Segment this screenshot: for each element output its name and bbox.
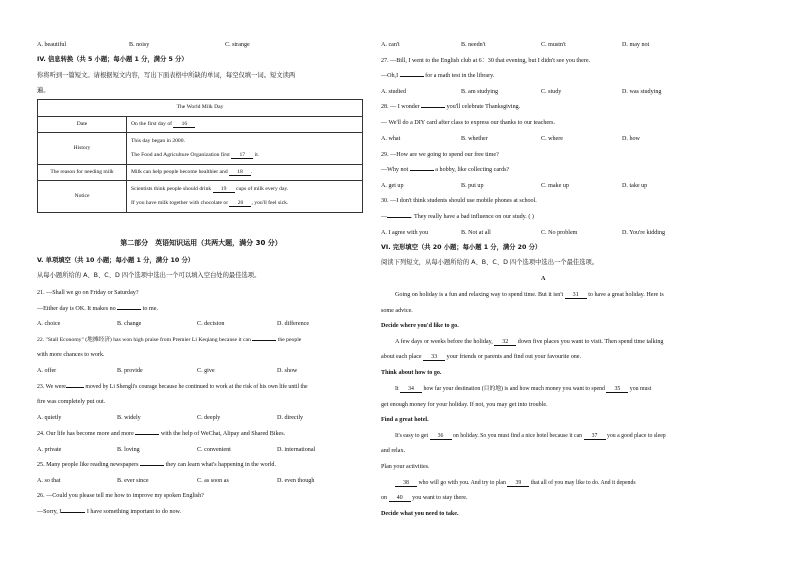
answer-blank[interactable]: 18	[229, 169, 251, 176]
passage-subheading: Find a great hotel.	[381, 417, 429, 423]
option[interactable]: C. No problem	[541, 230, 578, 236]
answer-blank[interactable]	[66, 387, 84, 388]
answer-blank[interactable]: 36	[430, 433, 452, 440]
table-title: The World Milk Day	[38, 100, 363, 117]
instruction: 阅读下列短文，从每小题所给的 A、B、C、D 四个选项中选出一个最佳选项。	[381, 259, 599, 266]
option[interactable]: C. as soon as	[197, 478, 229, 484]
question-text: —Oh,I for a math test in the library.	[381, 73, 495, 79]
option[interactable]: A. can't	[381, 42, 400, 48]
question-text: 29. —How are we going to spend our free time?	[381, 152, 499, 158]
table-row-label: Notice	[38, 181, 127, 213]
passage-text: 38 who will go with you. And try to plan 39 that all of you may like to do. And it depends	[395, 479, 636, 487]
passage-text: get enough money for your holiday. If not, you may get into trouble.	[381, 402, 548, 408]
question-text: with more chances to work.	[37, 352, 105, 358]
table-cell: Milk can help people become healthier and 18 .	[127, 165, 363, 181]
answer-blank[interactable]: 34	[400, 386, 422, 393]
option[interactable]: B. provide	[117, 368, 143, 374]
option[interactable]: C. strange	[225, 42, 250, 48]
option[interactable]: D. You're kidding	[622, 230, 666, 236]
option[interactable]: D. international	[277, 447, 316, 453]
answer-blank[interactable]: 33	[423, 354, 445, 361]
passage-text: some advice.	[381, 308, 413, 314]
option[interactable]: B. whether	[461, 136, 488, 142]
answer-blank[interactable]	[410, 170, 434, 171]
answer-blank[interactable]: 37	[584, 433, 606, 440]
option[interactable]: C. mustn't	[541, 42, 566, 48]
passage-text: Going on holiday is a fun and relaxing way to spend time. But it isn't 31 to have a great holiday. Here is	[395, 292, 664, 298]
answer-blank[interactable]	[117, 309, 141, 310]
answer-blank[interactable]: 16	[173, 121, 195, 128]
question-text: 24. Our life has become more and more with the help of WeChat, Alipay and Shared Bikes.	[37, 431, 286, 437]
question-text: 25. Many people like reading newspapers they can learn what's happening in the world.	[37, 462, 276, 468]
option[interactable]: A. choice	[37, 321, 61, 327]
question-text: —Sorry, I I have something important to do now.	[37, 509, 182, 515]
table-cell: On the first day of 16	[127, 117, 363, 133]
option[interactable]: B. Not at all	[461, 230, 491, 236]
option[interactable]: C. convenient	[197, 447, 231, 453]
option[interactable]: D. was studying	[622, 89, 662, 95]
question-text: 21. —Shall we go on Friday or Saturday?	[37, 290, 139, 296]
answer-blank[interactable]	[61, 512, 85, 513]
passage-text: A few days or weeks before the holiday, 32 down five places you want to visit. Then spend time talking	[395, 339, 664, 345]
passage-subheading: Decide what you need to take.	[381, 511, 459, 517]
question-text: —Why not a hobby, like collecting cards?	[381, 167, 510, 173]
answer-blank[interactable]: 31	[565, 292, 587, 299]
table-row-label: Date	[38, 117, 127, 133]
question-text: — . They really have a bad influence on our study. ( )	[381, 214, 534, 220]
passage-text: It's easy to get 36 on holiday. So you must find a nice hotel because it can 37 you a good place to sleep	[395, 433, 666, 439]
question-text: 26. —Could you please tell me how to improve my spoken English?	[37, 493, 204, 499]
part-title: 第二部分 英语知识运用（共两大题，满分 30 分）	[120, 239, 282, 247]
option[interactable]: B. am studying	[461, 89, 499, 95]
passage-text: on 40 you want to stay there.	[381, 495, 468, 501]
answer-blank[interactable]: 35	[606, 386, 628, 393]
option[interactable]: C. give	[197, 368, 215, 374]
answer-blank[interactable]: 17	[231, 152, 253, 159]
option[interactable]: C. decision	[197, 321, 225, 327]
option[interactable]: D. take up	[622, 183, 648, 189]
option[interactable]: B. change	[117, 321, 142, 327]
answer-blank[interactable]	[421, 107, 445, 108]
answer-blank[interactable]	[140, 465, 164, 466]
option[interactable]: D. even though	[277, 478, 315, 484]
option[interactable]: A. so that	[37, 478, 61, 484]
option[interactable]: C. deeply	[197, 415, 221, 421]
option[interactable]: C. where	[541, 136, 563, 142]
option[interactable]: B. put up	[461, 183, 484, 189]
question-text: 22. "Stall Economy" (地摊经济) has won high praise from Premier Li Keqiang because it can the people	[37, 337, 302, 343]
option[interactable]: A. what	[381, 136, 401, 142]
passage-text: It 34 how far your destination (目的地) is and how much money you want to spend 35 you must	[395, 386, 652, 392]
answer-blank[interactable]: 32	[494, 339, 516, 346]
answer-blank[interactable]	[135, 434, 159, 435]
option[interactable]: A. get up	[381, 183, 404, 189]
question-text: 30. —I don't think students should use mobile phones at school.	[381, 198, 537, 204]
section-heading: IV. 信息转换（共 5 小题；每小题 1 分，满分 5 分）	[37, 56, 188, 63]
option[interactable]: A. studied	[381, 89, 407, 95]
passage-subheading: Decide where you'd like to go.	[381, 323, 459, 329]
option[interactable]: D. show	[277, 368, 298, 374]
option[interactable]: B. widely	[117, 415, 141, 421]
instruction: 从每小题所给的 A、B、C、D 四个选项中选出一个可以填入空白处的最佳选项。	[37, 272, 261, 279]
option[interactable]: C. study	[541, 89, 562, 95]
table-row-label: The reason for needing milk	[38, 165, 127, 181]
milk-day-table	[37, 99, 363, 213]
table-cell: Scientists think people should drink 19 cups of milk every day. If you have milk together with chocolate or 20 , you'll feel sick.	[127, 181, 363, 213]
answer-blank[interactable]	[252, 340, 276, 341]
option[interactable]: A. I agree with you	[381, 230, 429, 236]
passage-subheading: Plan your activities.	[381, 464, 430, 470]
answer-blank[interactable]: 39	[507, 480, 529, 487]
option[interactable]: D. directly	[277, 415, 304, 421]
answer-blank[interactable]: 38	[395, 480, 417, 487]
option[interactable]: B. ever since	[117, 478, 149, 484]
question-text: —Either day is OK. It makes no to me.	[37, 306, 158, 312]
table-row-label: History	[38, 133, 127, 165]
option[interactable]: D. difference	[277, 321, 310, 327]
question-text: fire was completely put out.	[37, 399, 106, 405]
instruction: 遍。	[37, 87, 50, 94]
option[interactable]: B. needn't	[461, 42, 486, 48]
option[interactable]: D. may not	[622, 42, 650, 48]
table-cell: This day began in 2000. The Food and Agriculture Organization first 17 it.	[127, 133, 363, 165]
passage-text: about each place 33 your friends or parents and find out your favourite one.	[381, 354, 582, 360]
option[interactable]: A. beautiful	[37, 42, 67, 48]
question-text: 27. —Bill, I went to the English club at 6：30 that evening, but I didn't see you there.	[381, 58, 591, 64]
answer-blank[interactable]: 20	[229, 200, 251, 207]
option[interactable]: B. loving	[117, 447, 140, 453]
answer-blank[interactable]	[387, 217, 411, 218]
passage-label: A	[541, 276, 546, 282]
passage-subheading: Think about how to go.	[381, 370, 442, 376]
question-text: 23. We were moved by Li Shengli's courage because he continued to work at the risk of his own life until the	[37, 384, 308, 390]
option[interactable]: A. private	[37, 447, 62, 453]
option[interactable]: C. make up	[541, 183, 569, 189]
answer-blank[interactable]	[400, 76, 424, 77]
instruction: 你将听到一篇短文。请根据短文内容，写出下面表格中所缺的单词，每空仅填一词。短文读两	[37, 72, 296, 79]
section-heading: V. 单项填空（共 10 小题；每小题 1 分，满分 10 分）	[37, 257, 195, 264]
answer-blank[interactable]: 19	[213, 186, 235, 193]
question-text: 28. — I wonder you'll celebrate Thanksgiving.	[381, 104, 521, 110]
section-heading: VI. 完形填空（共 20 小题；每小题 1 分，满分 20 分）	[381, 244, 542, 251]
option[interactable]: B. noisy	[129, 42, 150, 48]
option[interactable]: D. how	[622, 136, 640, 142]
passage-text: and relax.	[381, 448, 406, 454]
answer-blank[interactable]: 40	[389, 495, 411, 502]
question-text: — We'll do a DIY card after class to express our thanks to our teachers.	[381, 120, 556, 126]
option[interactable]: A. quietly	[37, 415, 62, 421]
option[interactable]: A. offer	[37, 368, 57, 374]
